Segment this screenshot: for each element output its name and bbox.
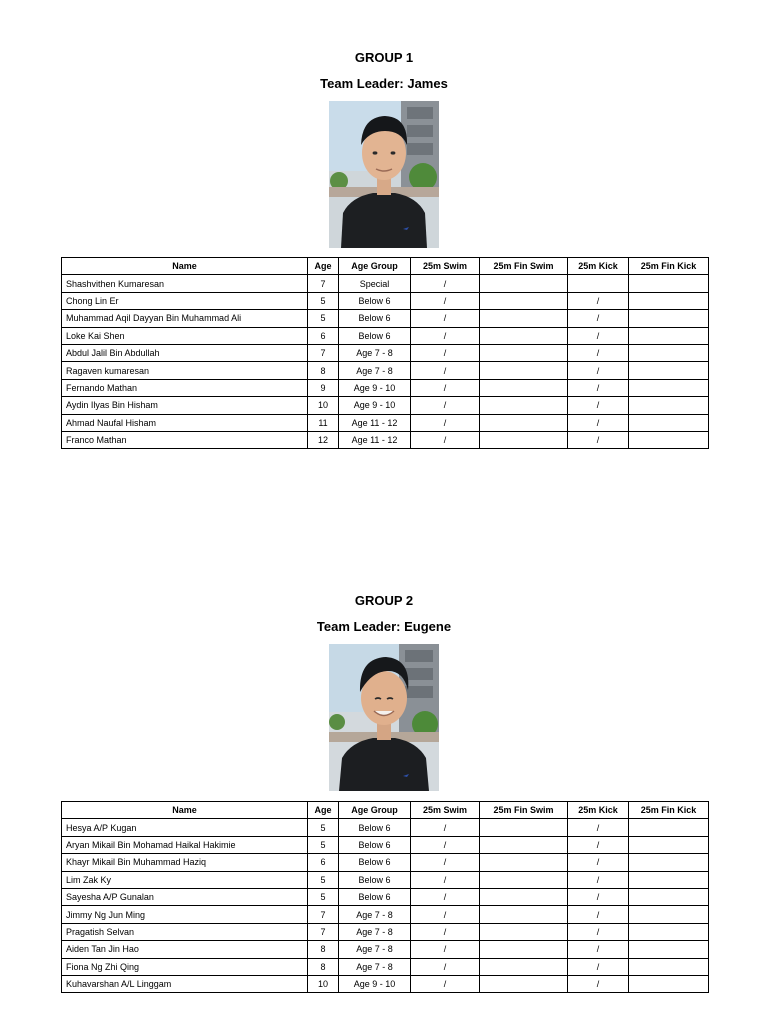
team-leader-label: Team Leader: James: [320, 76, 448, 91]
column-header-25m-fin-swim: 25m Fin Swim: [480, 258, 568, 275]
table-row: [62, 975, 709, 992]
cell-age-group: Age 7 - 8: [339, 923, 411, 940]
table-row: [62, 344, 709, 361]
cell-name: Khayr Mikail Bin Muhammad Haziq: [62, 854, 308, 871]
cell-name: Fiona Ng Zhi Qing: [62, 958, 308, 975]
group-1-section: [0, 49, 768, 446]
cell-25m-kick: /: [568, 888, 629, 905]
cell-age-group: Below 6: [339, 854, 411, 871]
cell-age: 12: [308, 431, 339, 448]
cell-25m-fin-kick: [629, 854, 709, 871]
cell-age-group: Age 7 - 8: [339, 941, 411, 958]
cell-25m-fin-swim: [480, 397, 568, 414]
cell-25m-fin-swim: [480, 871, 568, 888]
column-header-name: Name: [62, 802, 308, 819]
cell-25m-kick: /: [568, 362, 629, 379]
cell-25m-fin-swim: [480, 888, 568, 905]
cell-25m-kick: /: [568, 871, 629, 888]
cell-25m-fin-kick: [629, 888, 709, 905]
cell-age-group: Below 6: [339, 871, 411, 888]
cell-25m-fin-kick: [629, 906, 709, 923]
cell-name: Fernando Mathan: [62, 379, 308, 396]
cell-name: Ragaven kumaresan: [62, 362, 308, 379]
cell-25m-fin-swim: [480, 327, 568, 344]
cell-25m-fin-swim: [480, 379, 568, 396]
roster-table: [61, 257, 709, 449]
cell-age: 8: [308, 362, 339, 379]
cell-name: Abdul Jalil Bin Abdullah: [62, 344, 308, 361]
cell-25m-kick: /: [568, 379, 629, 396]
cell-25m-kick: /: [568, 836, 629, 853]
cell-25m-kick: /: [568, 975, 629, 992]
group-title: GROUP 1: [354, 50, 414, 65]
cell-25m-fin-swim: [480, 941, 568, 958]
cell-age: 6: [308, 854, 339, 871]
cell-25m-swim: /: [411, 362, 480, 379]
cell-25m-swim: /: [411, 941, 480, 958]
cell-25m-kick: /: [568, 819, 629, 836]
cell-age: 10: [308, 975, 339, 992]
column-header-25m-swim: 25m Swim: [411, 258, 480, 275]
cell-age: 11: [308, 414, 339, 431]
cell-25m-fin-swim: [480, 906, 568, 923]
table-row: [62, 397, 709, 414]
table-row: [62, 379, 709, 396]
cell-age-group: Below 6: [339, 310, 411, 327]
table-body: [62, 819, 709, 993]
cell-age: 6: [308, 327, 339, 344]
cell-25m-swim: /: [411, 414, 480, 431]
table-row: [62, 958, 709, 975]
cell-25m-kick: /: [568, 431, 629, 448]
table-row: [62, 888, 709, 905]
table-row: [62, 836, 709, 853]
cell-age-group: Below 6: [339, 327, 411, 344]
cell-25m-swim: /: [411, 431, 480, 448]
cell-age-group: Age 9 - 10: [339, 397, 411, 414]
column-header-age-group: Age Group: [339, 802, 411, 819]
table-body: [62, 275, 709, 449]
cell-25m-fin-kick: [629, 275, 709, 292]
cell-name: Ahmad Naufal Hisham: [62, 414, 308, 431]
cell-25m-fin-swim: [480, 431, 568, 448]
cell-25m-fin-kick: [629, 975, 709, 992]
cell-25m-kick: /: [568, 327, 629, 344]
table-header: [62, 802, 709, 819]
cell-25m-fin-swim: [480, 414, 568, 431]
cell-25m-fin-swim: [480, 975, 568, 992]
table-row: [62, 923, 709, 940]
cell-age-group: Age 7 - 8: [339, 344, 411, 361]
cell-age-group: Age 11 - 12: [339, 414, 411, 431]
cell-name: Franco Mathan: [62, 431, 308, 448]
cell-name: Shashvithen Kumaresan: [62, 275, 308, 292]
cell-25m-swim: /: [411, 854, 480, 871]
cell-age: 8: [308, 941, 339, 958]
table-row: [62, 819, 709, 836]
cell-age: 5: [308, 292, 339, 309]
cell-name: Loke Kai Shen: [62, 327, 308, 344]
cell-25m-fin-swim: [480, 819, 568, 836]
cell-age: 5: [308, 888, 339, 905]
cell-age-group: Below 6: [339, 292, 411, 309]
cell-age-group: Below 6: [339, 836, 411, 853]
table-row: [62, 362, 709, 379]
table-header: [62, 258, 709, 275]
cell-25m-fin-kick: [629, 379, 709, 396]
cell-25m-swim: /: [411, 958, 480, 975]
cell-25m-fin-kick: [629, 414, 709, 431]
cell-age: 5: [308, 836, 339, 853]
cell-25m-fin-swim: [480, 275, 568, 292]
table-row: [62, 871, 709, 888]
cell-25m-swim: /: [411, 836, 480, 853]
column-header-age: Age: [308, 802, 339, 819]
cell-age-group: Age 9 - 10: [339, 975, 411, 992]
cell-name: Jimmy Ng Jun Ming: [62, 906, 308, 923]
cell-name: Aiden Tan Jin Hao: [62, 941, 308, 958]
column-header-25m-kick: 25m Kick: [568, 258, 629, 275]
cell-25m-fin-kick: [629, 941, 709, 958]
cell-25m-swim: /: [411, 888, 480, 905]
cell-25m-fin-kick: [629, 397, 709, 414]
cell-25m-kick: [568, 275, 629, 292]
cell-25m-fin-swim: [480, 923, 568, 940]
cell-25m-fin-swim: [480, 854, 568, 871]
cell-name: Aydin Ilyas Bin Hisham: [62, 397, 308, 414]
cell-age: 5: [308, 310, 339, 327]
cell-25m-fin-kick: [629, 292, 709, 309]
table-row: [62, 292, 709, 309]
cell-25m-swim: /: [411, 923, 480, 940]
cell-age: 7: [308, 275, 339, 292]
cell-25m-swim: /: [411, 819, 480, 836]
table-row: [62, 854, 709, 871]
cell-age: 5: [308, 871, 339, 888]
group-2-section: [0, 592, 768, 990]
table-row: [62, 431, 709, 448]
cell-name: Pragatish Selvan: [62, 923, 308, 940]
header-row: [62, 802, 709, 819]
cell-25m-swim: /: [411, 310, 480, 327]
cell-25m-swim: /: [411, 344, 480, 361]
cell-age: 7: [308, 906, 339, 923]
cell-age-group: Below 6: [339, 819, 411, 836]
cell-25m-fin-swim: [480, 310, 568, 327]
cell-25m-fin-kick: [629, 327, 709, 344]
cell-name: Chong Lin Er: [62, 292, 308, 309]
cell-age-group: Age 7 - 8: [339, 958, 411, 975]
cell-25m-swim: /: [411, 397, 480, 414]
cell-age-group: Age 9 - 10: [339, 379, 411, 396]
cell-age: 8: [308, 958, 339, 975]
cell-name: Kuhavarshan A/L Linggam: [62, 975, 308, 992]
column-header-25m-fin-kick: 25m Fin Kick: [629, 258, 709, 275]
table-row: [62, 310, 709, 327]
cell-name: Hesya A/P Kugan: [62, 819, 308, 836]
column-header-age-group: Age Group: [339, 258, 411, 275]
cell-25m-kick: /: [568, 310, 629, 327]
cell-25m-fin-kick: [629, 310, 709, 327]
cell-25m-swim: /: [411, 975, 480, 992]
cell-age-group: Age 7 - 8: [339, 362, 411, 379]
cell-25m-kick: /: [568, 414, 629, 431]
cell-25m-swim: /: [411, 379, 480, 396]
cell-25m-kick: /: [568, 906, 629, 923]
table-row: [62, 327, 709, 344]
cell-age: 7: [308, 344, 339, 361]
cell-25m-fin-swim: [480, 958, 568, 975]
table-row: [62, 906, 709, 923]
table-row: [62, 941, 709, 958]
cell-name: Lim Zak Ky: [62, 871, 308, 888]
cell-25m-kick: /: [568, 941, 629, 958]
cell-25m-fin-kick: [629, 836, 709, 853]
cell-age-group: Age 7 - 8: [339, 906, 411, 923]
cell-25m-kick: /: [568, 854, 629, 871]
table-row: [62, 414, 709, 431]
cell-age: 9: [308, 379, 339, 396]
team-leader-photo: [329, 101, 439, 248]
cell-name: Aryan Mikail Bin Mohamad Haikal Hakimie: [62, 836, 308, 853]
column-header-25m-fin-swim: 25m Fin Swim: [480, 802, 568, 819]
cell-25m-fin-kick: [629, 344, 709, 361]
group-title: GROUP 2: [354, 593, 414, 608]
cell-25m-fin-kick: [629, 431, 709, 448]
cell-name: Muhammad Aqil Dayyan Bin Muhammad Ali: [62, 310, 308, 327]
cell-25m-fin-kick: [629, 362, 709, 379]
cell-25m-fin-kick: [629, 923, 709, 940]
team-leader-photo: [329, 644, 439, 791]
column-header-25m-fin-kick: 25m Fin Kick: [629, 802, 709, 819]
cell-25m-swim: /: [411, 327, 480, 344]
cell-age: 7: [308, 923, 339, 940]
cell-25m-fin-kick: [629, 958, 709, 975]
cell-name: Sayesha A/P Gunalan: [62, 888, 308, 905]
cell-25m-swim: /: [411, 292, 480, 309]
cell-25m-fin-swim: [480, 292, 568, 309]
cell-25m-swim: /: [411, 906, 480, 923]
team-leader-label: Team Leader: Eugene: [316, 619, 452, 634]
cell-age-group: Below 6: [339, 888, 411, 905]
column-header-25m-swim: 25m Swim: [411, 802, 480, 819]
cell-25m-fin-swim: [480, 344, 568, 361]
cell-25m-kick: /: [568, 958, 629, 975]
cell-age-group: Special: [339, 275, 411, 292]
cell-age-group: Age 11 - 12: [339, 431, 411, 448]
cell-25m-kick: /: [568, 292, 629, 309]
column-header-name: Name: [62, 258, 308, 275]
cell-25m-fin-swim: [480, 836, 568, 853]
cell-age: 5: [308, 819, 339, 836]
cell-25m-fin-kick: [629, 819, 709, 836]
cell-25m-swim: /: [411, 871, 480, 888]
table-row: [62, 275, 709, 292]
roster-table: [61, 801, 709, 993]
column-header-age: Age: [308, 258, 339, 275]
cell-25m-fin-kick: [629, 871, 709, 888]
cell-25m-kick: /: [568, 397, 629, 414]
header-row: [62, 258, 709, 275]
column-header-25m-kick: 25m Kick: [568, 802, 629, 819]
cell-25m-kick: /: [568, 344, 629, 361]
cell-25m-swim: /: [411, 275, 480, 292]
cell-25m-fin-swim: [480, 362, 568, 379]
cell-age: 10: [308, 397, 339, 414]
cell-25m-kick: /: [568, 923, 629, 940]
